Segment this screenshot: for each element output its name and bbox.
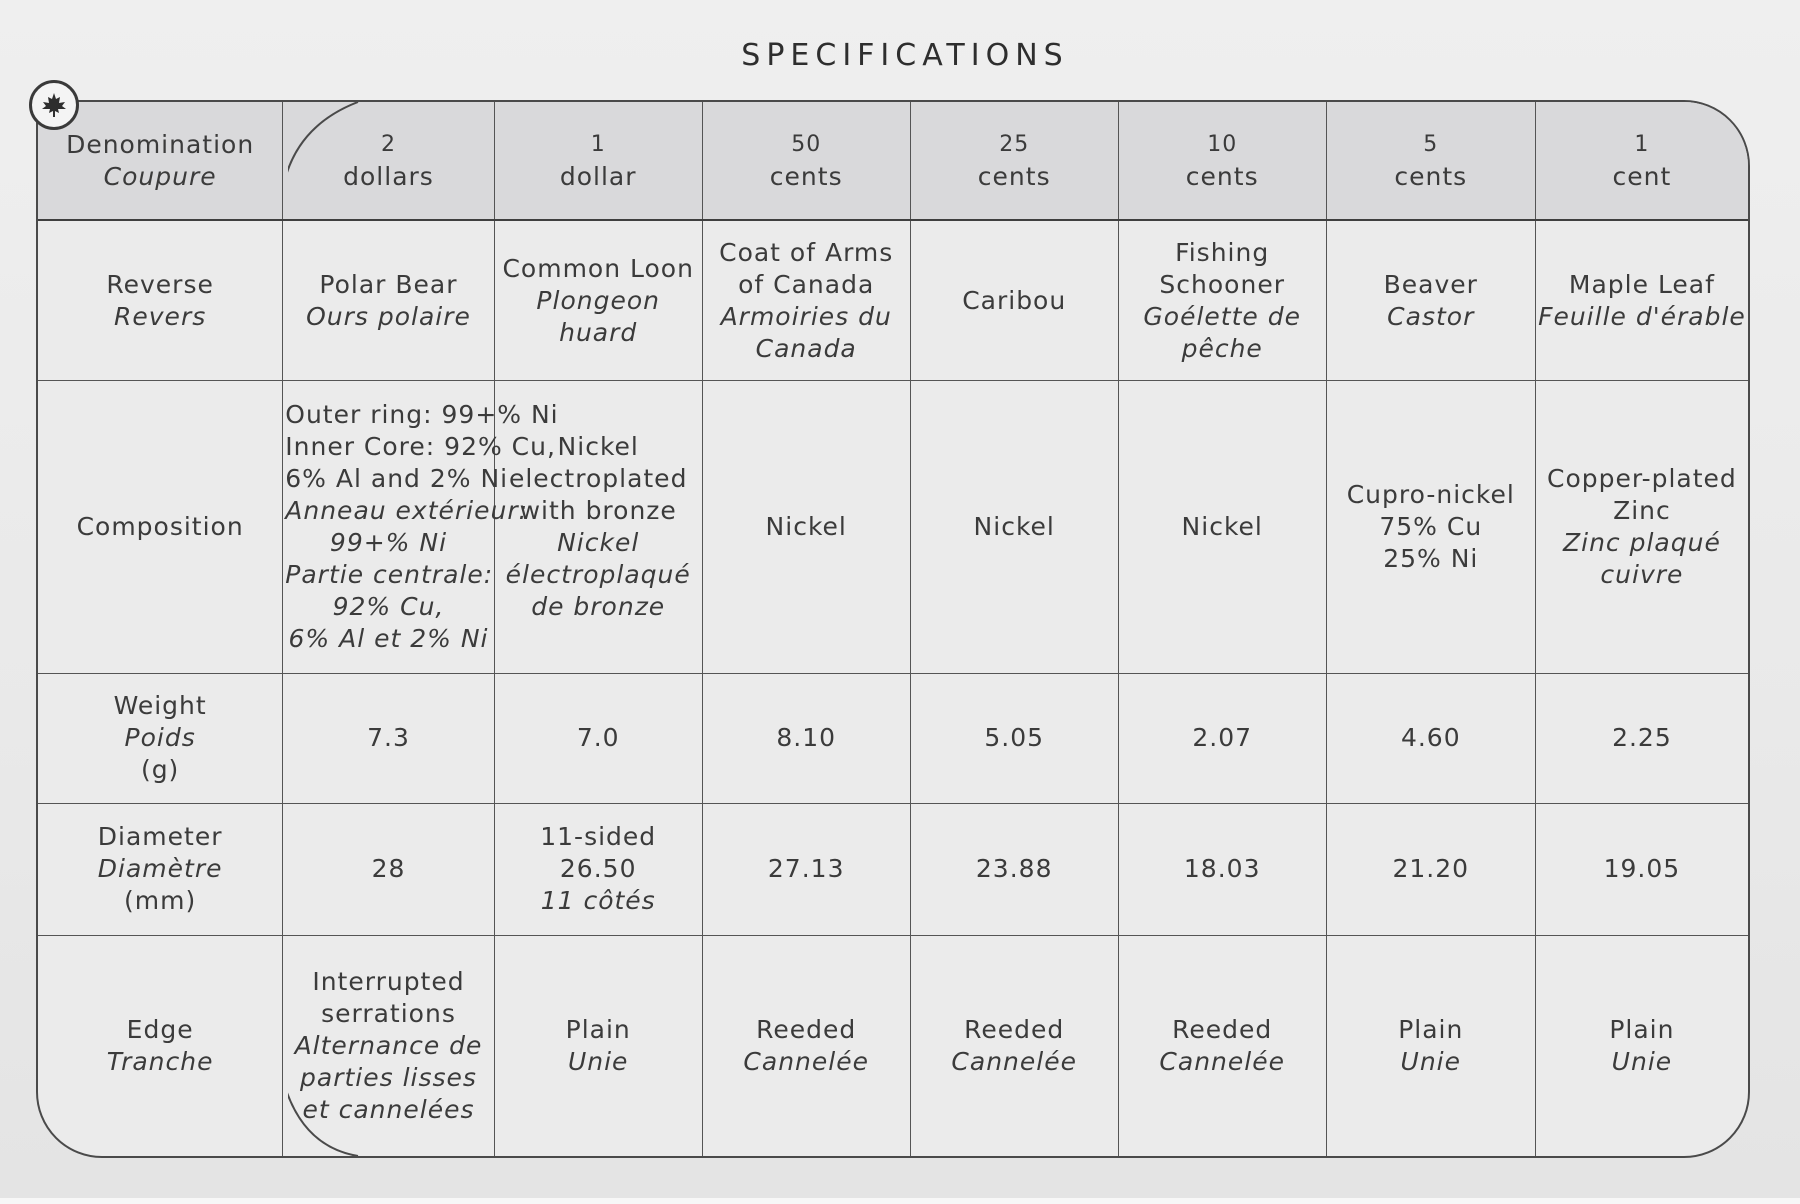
reverse-fr: Feuille d'érable: [1538, 301, 1746, 331]
diameter-value-fr: 11 côtés: [540, 886, 656, 916]
diameter-value: 23.88: [975, 854, 1053, 884]
reverse-cell: [1535, 220, 1748, 380]
reverse-fr: Goélette de pêche: [1143, 301, 1301, 363]
composition-cell: [910, 381, 1118, 674]
weight-value: 2.25: [1535, 673, 1748, 803]
maple-leaf-logo: [29, 80, 79, 130]
composition-line: Nickel: [765, 511, 847, 541]
reverse-cell: [494, 220, 702, 380]
diameter-cell: [1118, 803, 1326, 935]
diameter-value: 18.03: [1183, 854, 1261, 884]
edge-label-en: Edge: [126, 1015, 194, 1045]
composition-line-fr: 6% Al et 2% Ni: [288, 623, 489, 653]
composition-label: [38, 381, 283, 674]
edge-cell: [1118, 936, 1326, 1156]
composition-cell: [283, 381, 559, 674]
composition-line: Nickel: [1181, 511, 1263, 541]
denomination-number: 25: [999, 131, 1030, 157]
diameter-value: 26.50: [559, 854, 637, 884]
edge-cell: [1326, 936, 1535, 1156]
composition-line-fr: Nickel: [557, 527, 640, 557]
edge-fr: Unie: [1400, 1047, 1462, 1077]
denomination-cell: [283, 102, 494, 220]
composition-line-fr: 99+% Ni: [329, 527, 448, 557]
edge-row: [38, 936, 1748, 1156]
edge-fr: Cannelée: [743, 1047, 869, 1077]
reverse-fr: Armoiries du Canada: [720, 301, 892, 363]
composition-line: electroplated: [508, 463, 688, 493]
reverse-fr: Plongeon huard: [536, 285, 660, 347]
composition-line: 6% Al and 2% Ni: [285, 463, 509, 493]
reverse-fr: Ours polaire: [306, 301, 471, 331]
denomination-unit: cents: [977, 161, 1051, 191]
edge-cell: [702, 936, 910, 1156]
edge-en: Reeded: [756, 1015, 857, 1045]
diameter-label: [38, 803, 283, 935]
edge-en: Reeded: [964, 1015, 1065, 1045]
edge-en: Plain: [1609, 1015, 1675, 1045]
reverse-label-en: Reverse: [106, 269, 214, 299]
reverse-cell: [283, 220, 494, 380]
weight-unit: (g): [140, 755, 180, 785]
reverse-en: Coat of Arms of Canada: [719, 237, 894, 299]
denomination-unit: cents: [1394, 161, 1468, 191]
reverse-en: Polar Bear: [319, 269, 458, 299]
denomination-cell: [1118, 102, 1326, 220]
composition-cell: [1326, 381, 1535, 674]
composition-cell: [702, 381, 910, 674]
denomination-unit: cents: [1185, 161, 1259, 191]
edge-fr: Alternance de parties lisses et cannelées: [294, 1031, 483, 1125]
reverse-fr: Castor: [1387, 301, 1475, 331]
diameter-value: 19.05: [1603, 854, 1681, 884]
composition-line: with bronze: [519, 495, 677, 525]
denomination-label-en: Denomination: [66, 129, 255, 159]
edge-cell: [283, 936, 494, 1156]
composition-line: Cupro-nickel: [1346, 479, 1515, 509]
denomination-number: 1: [590, 131, 606, 157]
edge-cell: [494, 936, 702, 1156]
denomination-number: 2: [380, 131, 396, 157]
reverse-en: Maple Leaf: [1568, 269, 1715, 299]
weight-label-en: Weight: [113, 691, 207, 721]
denomination-label: [38, 102, 283, 220]
reverse-label: [38, 220, 283, 380]
edge-en: Reeded: [1172, 1015, 1273, 1045]
reverse-en: Common Loon: [502, 253, 694, 283]
denomination-cell: [494, 102, 702, 220]
edge-en: Interrupted serrations: [312, 967, 465, 1029]
edge-cell: [910, 936, 1118, 1156]
reverse-row: [38, 220, 1748, 380]
weight-value: 7.3: [283, 673, 494, 803]
weight-label: [38, 673, 283, 803]
diameter-cell: [494, 803, 702, 935]
diameter-cell: [1535, 803, 1748, 935]
maple-leaf-icon: [39, 90, 69, 120]
composition-line: Nickel: [557, 431, 639, 461]
diameter-value: 27.13: [767, 854, 845, 884]
reverse-en: Beaver: [1383, 269, 1478, 299]
composition-line: Copper-plated: [1547, 463, 1737, 493]
page-title: SPECIFICATIONS: [741, 38, 1069, 73]
composition-line-fr: Zinc plaqué: [1563, 527, 1721, 557]
composition-line: Nickel: [973, 511, 1055, 541]
reverse-cell: [702, 220, 910, 380]
denomination-label-fr: Coupure: [103, 161, 217, 191]
edge-cell: [1535, 936, 1748, 1156]
denomination-cell: [1535, 102, 1748, 220]
reverse-cell: [910, 220, 1118, 380]
page-edge: [0, 1198, 1800, 1204]
composition-line-fr: Anneau extérieur:: [285, 495, 529, 525]
composition-line-fr: Partie centrale:: [285, 559, 494, 589]
composition-line: Inner Core: 92% Cu,: [285, 431, 556, 461]
edge-label: [38, 936, 283, 1156]
edge-fr: Cannelée: [1159, 1047, 1285, 1077]
edge-fr: Unie: [1611, 1047, 1673, 1077]
diameter-row: [38, 803, 1748, 935]
diameter-value: 11-sided: [540, 822, 657, 852]
composition-row: [38, 381, 1748, 674]
denomination-unit: cent: [1612, 161, 1672, 191]
weight-label-fr: Poids: [124, 723, 196, 753]
denomination-unit: cents: [769, 161, 843, 191]
composition-cell: [1118, 381, 1326, 674]
composition-line: 25% Ni: [1383, 543, 1479, 573]
diameter-cell: [910, 803, 1118, 935]
denomination-unit: dollars: [343, 161, 434, 191]
weight-value: 8.10: [702, 673, 910, 803]
diameter-label-fr: Diamètre: [97, 854, 223, 884]
edge-fr: Cannelée: [951, 1047, 1077, 1077]
diameter-unit: (mm): [124, 886, 197, 916]
denomination-unit: dollar: [559, 161, 637, 191]
diameter-value: 21.20: [1392, 854, 1470, 884]
diameter-cell: [1326, 803, 1535, 935]
diameter-value: 28: [371, 854, 406, 884]
denomination-number: 1: [1634, 131, 1650, 157]
composition-line-fr: 92% Cu,: [332, 591, 445, 621]
reverse-en: Fishing Schooner: [1159, 237, 1285, 299]
composition-label-en: Composition: [76, 511, 244, 541]
diameter-cell: [702, 803, 910, 935]
denomination-number: 10: [1207, 131, 1238, 157]
edge-en: Plain: [1398, 1015, 1464, 1045]
composition-line-fr: électroplaqué: [505, 559, 691, 589]
denomination-number: 5: [1423, 131, 1439, 157]
reverse-en: Caribou: [962, 285, 1067, 315]
specifications-table: [36, 100, 1750, 1158]
weight-row: [38, 673, 1748, 803]
composition-line-fr: cuivre: [1600, 559, 1684, 589]
denomination-number: 50: [791, 131, 822, 157]
composition-line: Outer ring: 99+% Ni: [285, 399, 559, 429]
reverse-label-fr: Revers: [114, 301, 207, 331]
denomination-row: [38, 102, 1748, 220]
diameter-label-en: Diameter: [97, 822, 223, 852]
composition-line-fr: de bronze: [531, 591, 666, 621]
denomination-cell: [702, 102, 910, 220]
weight-value: 5.05: [910, 673, 1118, 803]
composition-line: 75% Cu: [1379, 511, 1483, 541]
denomination-cell: [1326, 102, 1535, 220]
weight-value: 2.07: [1118, 673, 1326, 803]
weight-value: 7.0: [494, 673, 702, 803]
edge-fr: Unie: [567, 1047, 629, 1077]
denomination-cell: [910, 102, 1118, 220]
reverse-cell: [1326, 220, 1535, 380]
edge-en: Plain: [565, 1015, 631, 1045]
reverse-cell: [1118, 220, 1326, 380]
diameter-cell: [283, 803, 494, 935]
composition-cell: [1535, 381, 1748, 674]
weight-value: 4.60: [1326, 673, 1535, 803]
edge-label-fr: Tranche: [106, 1047, 214, 1077]
composition-line: Zinc: [1613, 495, 1671, 525]
